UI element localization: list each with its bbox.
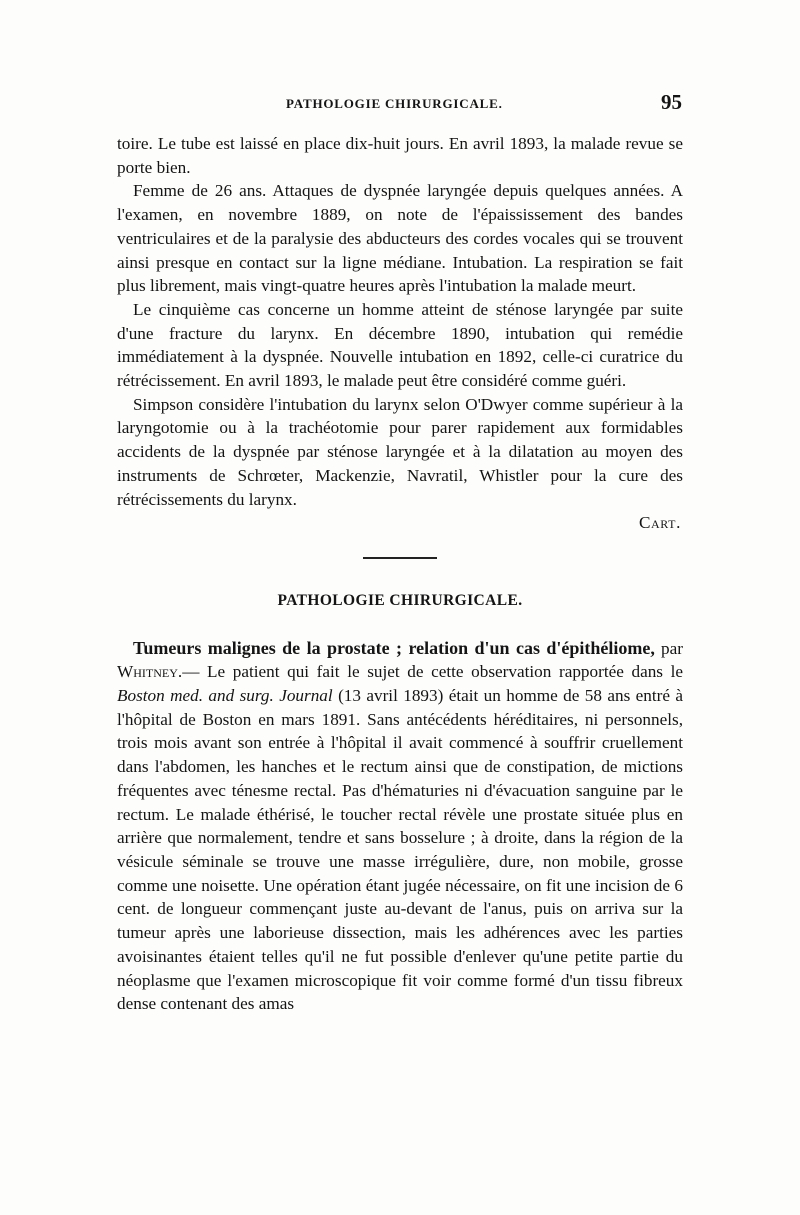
section-heading: PATHOLOGIE CHIRURGICALE. — [277, 591, 523, 609]
paragraph-case-five: Le cinquième cas concerne un homme atteint de sténose laryngée par suite d'une fracture du larynx. En décembre 1890, intubation qui remédie immédiatement à la dyspnée. Nouvelle intubation en 1892, celle-ci curatrice du rétrécissement. En avril 1893, le malade peut être considéré comme guéri. — [117, 299, 683, 391]
article-title: Tumeurs malignes de la prostate ; relation d'un cas d'épithéliome, — [133, 637, 655, 658]
article-intro: — Le patient qui fait le sujet de cette observation rapportée dans le — [182, 662, 683, 682]
page-number: 95 — [661, 90, 682, 114]
journal-name: Boston med. and surg. Journal — [117, 686, 333, 706]
article-paragraph — [117, 637, 683, 1016]
article-text: (13 avril 1893) était un homme de 58 ans entré à l'hôpital de Boston en mars 1891. Sans antécédents héréditaires, ni personnels, trois mois avant son entrée à l'hôpital il avait commencé à souffrir cruellement dans l'abdomen, les hanches et le rectum ainsi que de constipation, de mictions fréquentes avec ténesme rectal. Pas d'hématuries ni d'évacuation sanguine par le rectum. Le malade éthérisé, le toucher rectal révèle une prostate située plus en arrière que normalement, tendre et sans bosselure ; à droite, dans la région de la vésicule séminale se trouve une masse irrégulière, dure, non mobile, grosse comme une noisette. Une opération étant jugée nécessaire, on fit une incision de 6 cent. de longueur commençant juste au-devant de l'anus, puis on arriva sur la tumeur après une laborieuse dissection, mais les adhérences avec les parties avoisinantes étaient telles qu'il ne fut possible d'enlever qu'une petite partie du néoplasme que l'examen microscopique fit voir comme formé d'un tissu fibreux dense contenant des amas — [117, 686, 683, 1014]
article-author: Whitney. — [117, 662, 183, 682]
paragraph-conclusion: Simpson considère l'intubation du larynx selon O'Dwyer comme supérieur à la laryngotomie ou à la trachéotomie pour parer rapidement aux formidables accidents de la dyspnée par sténose laryngée et à la dilatation au moyen des instruments de Schrœter, Mackenzie, Navratil, Whistler pour la cure des rétrécissements du larynx. — [117, 394, 683, 509]
body-text — [117, 132, 683, 1016]
section-divider — [363, 557, 437, 559]
article-by: par — [661, 638, 683, 658]
page-header — [118, 90, 682, 122]
author-signature: Cart. — [638, 513, 681, 533]
paragraph-case-four: Femme de 26 ans. Attaques de dyspnée laryngée depuis quelques années. A l'examen, en novembre 1889, on note de l'épaississement des bandes ventriculaires et de la paralysie des abducteurs des cordes vocales qui se trouvent ainsi presque en contact sur la ligne médiane. Intubation. La respiration se fait plus librement, mais vingt-quatre heures après l'intubation la malade meurt. — [117, 181, 683, 296]
paragraph-continuation: toire. Le tube est laissé en place dix-huit jours. En avril 1893, la malade revue se porte bien. — [117, 134, 683, 177]
running-title: PATHOLOGIE CHIRURGICALE. — [286, 96, 503, 111]
